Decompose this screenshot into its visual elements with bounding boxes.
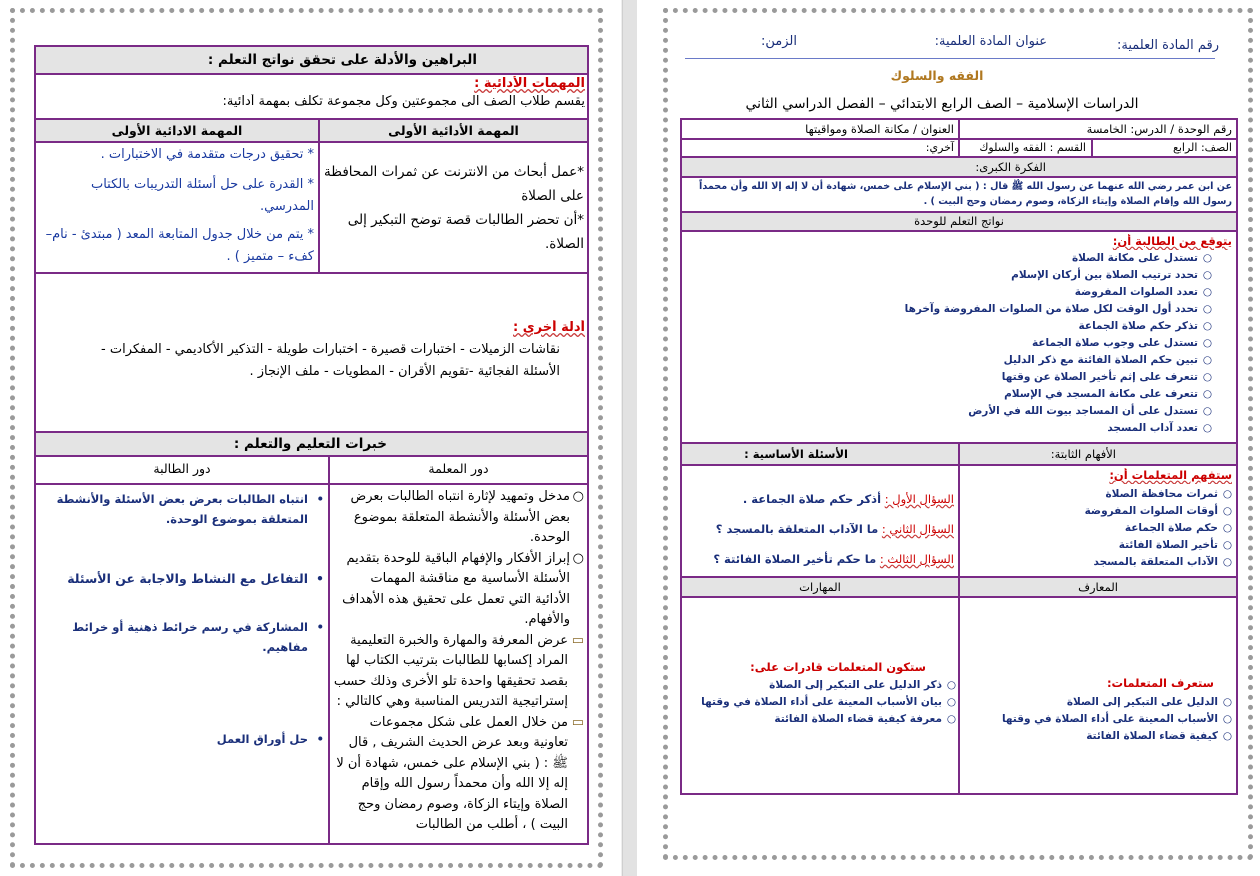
outcome-item: ○ تحدد ترتيب الصلاة بين أركان الإسلام <box>1011 269 1212 281</box>
outcomes-intro: يتوقع من الطالبة أن: <box>1112 234 1232 248</box>
outcomes-title: نواتج التعلم للوحدة <box>682 213 1236 230</box>
outcome-item: ○ تبين حكم الصلاة الفائتة مع ذكر الدليل <box>1003 354 1212 366</box>
task-col-left: المهمة الادائية الأولى <box>36 120 318 141</box>
question-3: السؤال الثالث : ما حكم تأخير الصلاة الفائتة ؟ <box>713 552 954 566</box>
other-heading: أدلة أخرى : <box>513 320 585 335</box>
evidence-title: البراهين والأدلة على تحقق نواتج التعلم : <box>36 47 587 73</box>
task-col-right: المهمة الأدائية الأولى <box>320 120 587 141</box>
teacher-item: ○ إبراز الأفكار والإفهام الباقية للوحدة بتقديم الأسئلة الأساسية مع مناقشة المهمات الأدائية التي تعمل على تحقيق هذه الأهداف والأفهام. <box>342 550 584 627</box>
outcome-item: ○ تتعرف على مكانة المسجد في الإسلام <box>1004 388 1212 400</box>
student-item: • انتباه الطالبات بعرض بعض الأسئلة والأنشطة المتعلقة بموضوع الوحدة. <box>56 492 324 526</box>
page-left <box>0 0 621 876</box>
skill-item: ○ ذكر الدليل على التبكير إلى الصلاة <box>769 679 956 691</box>
know-list <box>977 694 1232 748</box>
understandings-label: الأفهام الثابتة: <box>960 444 1236 464</box>
outcome-item: ○ تذكر حكم صلاة الجماعة <box>1078 320 1212 332</box>
other-text: نقاشات الزميلات - اختبارات قصيرة - اختبارات طويلة - التذكير الأكاديمي - المفكرات - الأسئلة الفجائية -تقويم الأقران - المطويات - ملف الإنجاز . <box>101 342 560 379</box>
header-underline <box>685 58 1215 59</box>
title-label: العنوان / مكانة الصلاة ومواقيتها <box>805 122 954 136</box>
understand-item: ○ تأخير الصلاة الفائتة <box>1118 539 1232 551</box>
other-label: آخري: <box>925 141 954 154</box>
teacher-item: ▭ من خلال العمل على شكل مجموعات تعاونية وبعد عرض الحديث الشريف , قال ﷺ : ( بني الإسلام على خمس، شهادة أن لا إله إلا الله وأن محمداً رسول الله وإقام الصلاة وإيتاء الزكاة، وصوم رمضان وحج البيت ) ، أطلب من الطالبات <box>336 714 584 832</box>
student-role-label: دور الطالبة <box>153 461 211 476</box>
task1-cell <box>322 160 584 270</box>
skill-item: ○ بيان الأسباب المعينة على أداء الصلاة في وقتها <box>701 696 956 708</box>
outcomes-list <box>787 250 1212 440</box>
tasks-heading: المهمات الأدائية : <box>474 76 585 91</box>
skills-label: المهارات <box>682 578 958 596</box>
section-label: القسم : الفقه والسلوك <box>979 141 1086 154</box>
task2-item: * يتم من خلال جدول المتابعة المعد ( مبتدئ - نام– كفء – متميز ) . <box>45 227 314 264</box>
outcome-item: ○ تعدد الصلوات المفروضة <box>1074 286 1212 298</box>
question-1: السؤال الأول : أذكر حكم صلاة الجماعة . <box>742 492 954 506</box>
header-time: الزمن: <box>761 34 797 49</box>
outcome-item: ○ تتعرف على إثم تأخير الصلاة عن وقتها <box>1001 371 1212 383</box>
header-title: عنوان المادة العلمية: <box>934 34 1047 49</box>
task1-text2: *أن تحضر الطالبات قصة توضح التبكير إلى الصلاة. <box>347 212 584 252</box>
skills-intro: ستكون المتعلمات قادرات على: <box>750 660 926 674</box>
experiences-title: خبرات التعليم والتعلم : <box>36 433 587 455</box>
know-item: ○ الأسباب المعينة على أداء الصلاة في وقتها <box>1001 713 1232 725</box>
outcome-item: ○ تعدد آداب المسجد <box>1107 422 1212 434</box>
know-intro: ستعرف المتعلمات: <box>1106 676 1214 690</box>
task2-item: * تحقيق درجات متقدمة في الاختبارات . <box>100 147 314 162</box>
teacher-items <box>332 487 584 842</box>
student-items <box>40 489 324 789</box>
understand-list <box>997 486 1232 574</box>
understand-item: ○ حكم صلاة الجماعة <box>1124 522 1232 534</box>
task2-item: * القدرة على حل أسئلة التدريبات بالكتاب المدرسي. <box>90 177 314 214</box>
questions-label: الأسئلة الأساسية : <box>682 444 958 464</box>
outcome-item: ○ تحدد أول الوقت لكل صلاة من الصلوات المفروضة وآخرها <box>904 303 1212 315</box>
subject: الفقه والسلوك <box>890 68 984 83</box>
skills-list <box>686 677 956 731</box>
knowledge-label: المعارف <box>960 578 1236 596</box>
understand-item: ○ ثمرات محافظة الصلاة <box>1105 488 1232 500</box>
know-item: ○ كيفية قضاء الصلاة الفائتة <box>1086 730 1232 742</box>
header-num: رقم المادة العلمية: <box>1117 38 1219 53</box>
hadith: عن ابن عمر رضي الله عنهما عن رسول الله ﷺ قال : ( بني الإسلام على خمس، شهادة أن لا إله إلا الله وأن محمداً رسول الله وإقام الصلاة وإيتاء الزكاة، وصوم رمضان وحج البيت ) . <box>699 181 1232 207</box>
big-idea-label: الفكرة الكبرى: <box>682 158 1236 176</box>
question-2: السؤال الثاني : ما الآداب المتعلقة بالمسجد ؟ <box>715 522 954 536</box>
grade-label: الصف: الرابع <box>1173 141 1232 154</box>
teacher-role-label: دور المعلمة <box>428 461 489 476</box>
page-right <box>637 0 1260 876</box>
know-item: ○ الدليل على التبكير إلى الصلاة <box>1066 696 1232 708</box>
teacher-item: ○ مدخل وتمهيد لإثارة انتباه الطالبات بعرض بعض الأسئلة والأنشطة المتعلقة بموضوع الوحدة. <box>350 489 584 545</box>
task1-text: *عمل أبحاث من الانترنت عن ثمرات المحافظة على الصلاة <box>324 164 584 204</box>
questions <box>686 484 954 574</box>
student-item: • التفاعل مع النشاط والاجابة عن الأسئلة <box>67 571 324 586</box>
course-line: الدراسات الإسلامية – الصف الرابع الابتدائي – الفصل الدراسي الثاني <box>745 96 1139 112</box>
outcome-item: ○ تستدل على أن المساجد بيوت الله في الأرض <box>968 405 1212 417</box>
outcome-item: ○ تستدل على وجوب صلاة الجماعة <box>1032 337 1212 349</box>
understand-intro: ستفهم المتعلمات أن: <box>1109 468 1232 482</box>
unit-label: رقم الوحدة / الدرس: الخامسة <box>1086 122 1232 136</box>
understand-item: ○ الآداب المتعلقة بالمسجد <box>1093 556 1232 568</box>
task2-cell <box>40 144 314 270</box>
outcome-item: ○ تستدل على مكانة الصلاة <box>1071 252 1212 264</box>
student-item: • المشاركة في رسم خرائط ذهنية أو خرائط مفاهيم. <box>72 620 324 654</box>
skill-item: ○ معرفة كيفية قضاء الصلاة الفائتة <box>774 713 956 725</box>
student-item: • حل أوراق العمل <box>216 732 324 746</box>
teacher-item: ▭ عرض المعرفة والمهارة والخبرة التعليمية المراد إكسابها للطالبات بترتيب الكتاب لها بقصد تحقيقها واحدة تلو الأخرى وذلك حسب إستراتيجية التدريس المناسبة وهي كالتالي : <box>333 632 584 709</box>
page-gutter <box>622 0 638 876</box>
understand-item: ○ أوقات الصلوات المفروضة <box>1084 505 1232 517</box>
tasks-intro: يقسم طلاب الصف الى مجموعتين وكل مجموعة تكلف بمهمة أدائية: <box>222 94 585 109</box>
